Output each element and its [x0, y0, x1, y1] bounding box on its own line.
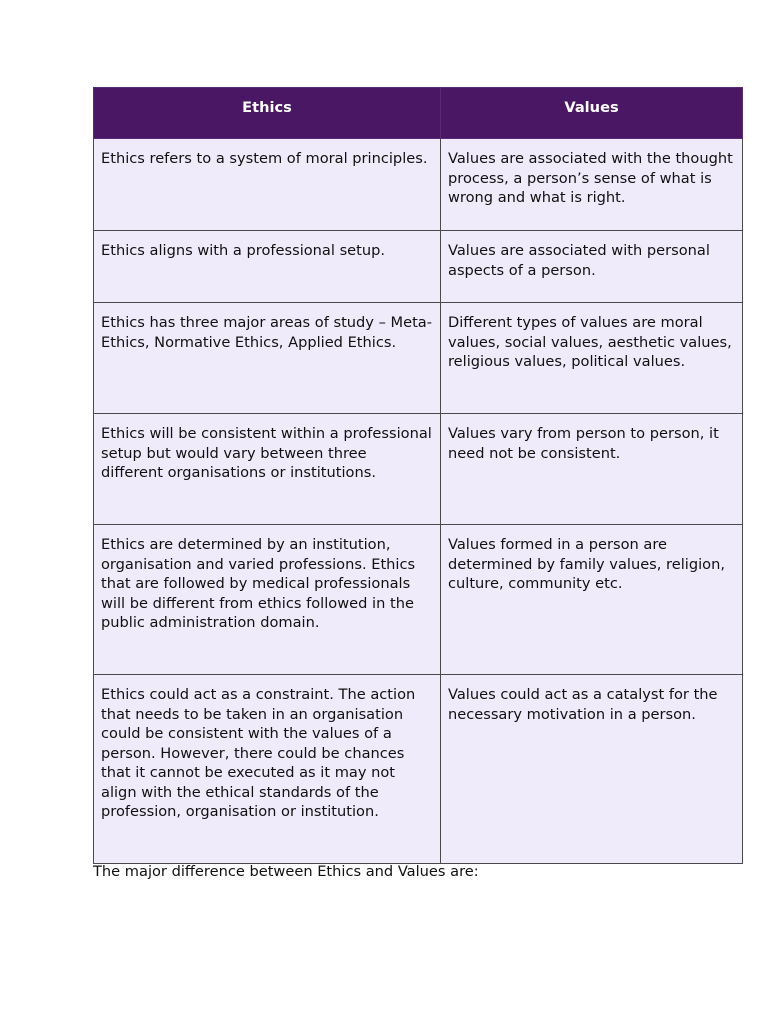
table-caption: The major difference between Ethics and Values are: [93, 863, 479, 880]
ethics-cell: Ethics will be consistent within a professional setup but would vary between three different organisations or institutions. [94, 414, 441, 525]
table-row [94, 303, 743, 414]
ethics-cell: Ethics aligns with a professional setup. [94, 231, 441, 303]
values-cell: Values formed in a person are determined by family values, religion, culture, community etc. [441, 525, 743, 675]
ethics-cell: Ethics refers to a system of moral principles. [94, 139, 441, 231]
values-cell: Different types of values are moral values, social values, aesthetic values, religious values, political values. [441, 303, 743, 414]
ethics-values-table [93, 87, 743, 864]
ethics-cell: Ethics are determined by an institution, organisation and varied professions. Ethics that are followed by medical professionals will be different from ethics followed in the public administration domain. [94, 525, 441, 675]
values-cell: Values are associated with personal aspects of a person. [441, 231, 743, 303]
values-cell: Values vary from person to person, it need not be consistent. [441, 414, 743, 525]
header-values: Values [441, 88, 743, 139]
table-row [94, 675, 743, 864]
values-cell: Values are associated with the thought process, a person’s sense of what is wrong and what is right. [441, 139, 743, 231]
ethics-cell: Ethics could act as a constraint. The action that needs to be taken in an organisation could be consistent with the values of a person. However, there could be chances that it cannot be executed as it may not align with the ethical standards of the profession, organisation or institution. [94, 675, 441, 864]
table-row [94, 139, 743, 231]
table-row [94, 231, 743, 303]
ethics-cell: Ethics has three major areas of study – Meta-Ethics, Normative Ethics, Applied Ethics. [94, 303, 441, 414]
table-header-row [94, 88, 743, 139]
table-row [94, 414, 743, 525]
header-ethics: Ethics [94, 88, 441, 139]
table-row [94, 525, 743, 675]
values-cell: Values could act as a catalyst for the necessary motivation in a person. [441, 675, 743, 864]
